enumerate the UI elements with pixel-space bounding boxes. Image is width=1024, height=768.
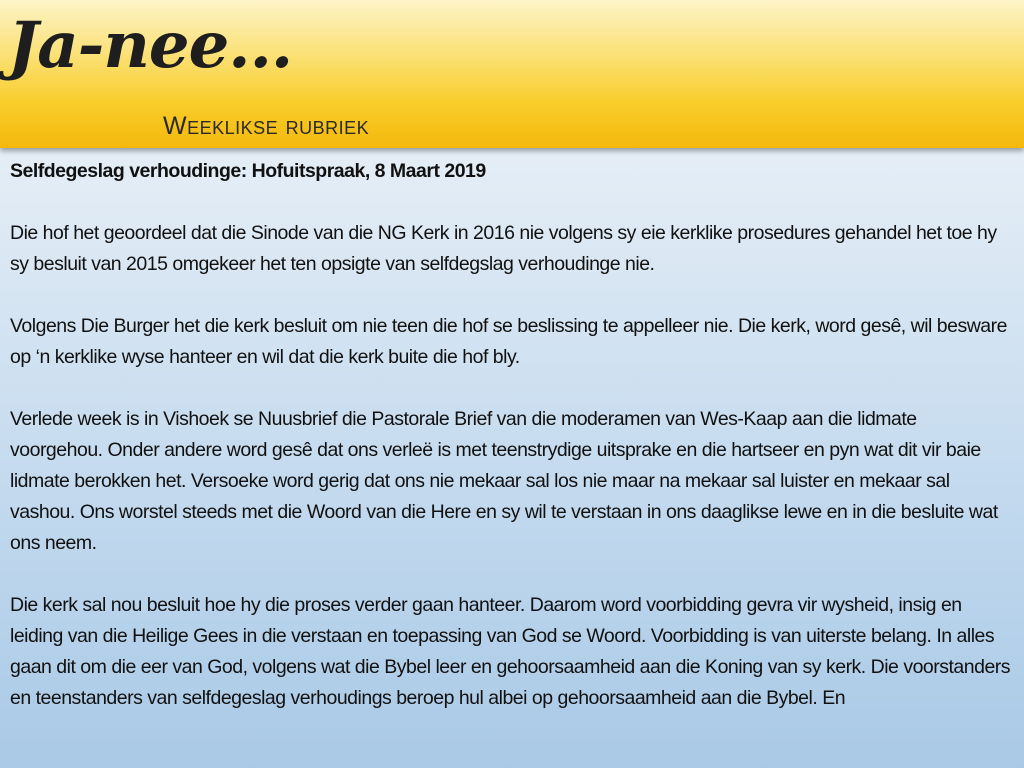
column-subtitle: Weeklikse rubriek xyxy=(163,112,370,140)
header-banner xyxy=(0,0,1024,148)
paragraph-1: Die hof het geoordeel dat die Sinode van die NG Kerk in 2016 nie volgens sy eie kerklike prosedures gehandel het toe hy sy besluit van 2015 omgekeer het ten opsigte van selfdegslag verhoudinge nie. xyxy=(10,222,997,275)
paragraph-2: Volgens Die Burger het die kerk besluit om nie teen die hof se beslissing te appelleer nie. Die kerk, word gesê, wil besware op ‘n kerklike wyse hanteer en wil dat die kerk buite die hof bly. xyxy=(10,315,1007,368)
paragraph-3: Verlede week is in Vishoek se Nuusbrief die Pastorale Brief van die moderamen van Wes-Kaap aan die lidmate voorgehou. Onder andere word gesê dat ons verleë is met teenstrydige uitsprake en die hartseer en pyn wat dit vir baie lidmate berokken het. Versoeke word gerig dat ons nie mekaar sal los nie maar na mekaar sal luister en mekaar sal vashou. Ons worstel steeds met die Woord van die Here en sy wil te verstaan in ons daaglikse lewe en in die besluite wat ons neem. xyxy=(10,408,998,554)
article-body xyxy=(10,156,1014,714)
article-heading: Selfdegeslag verhoudinge: Hofuitspraak, 8 Maart 2019 xyxy=(10,160,486,182)
brand-title: Ja-nee... xyxy=(8,8,293,83)
paragraph-4: Die kerk sal nou besluit hoe hy die proses verder gaan hanteer. Daarom word voorbidding gevra vir wysheid, insig en leiding van die Heilige Gees in die verstaan en toepassing van God se Woord. Voorbidding is van uiterste belang. In alles gaan dit om die eer van God, volgens wat die Bybel leer en gehoorsaamheid aan die Koning van sy kerk. Die voorstanders en teenstanders van selfdegeslag verhoudings beroep hul albei op gehoorsaamheid aan die Bybel. En xyxy=(10,594,1011,709)
